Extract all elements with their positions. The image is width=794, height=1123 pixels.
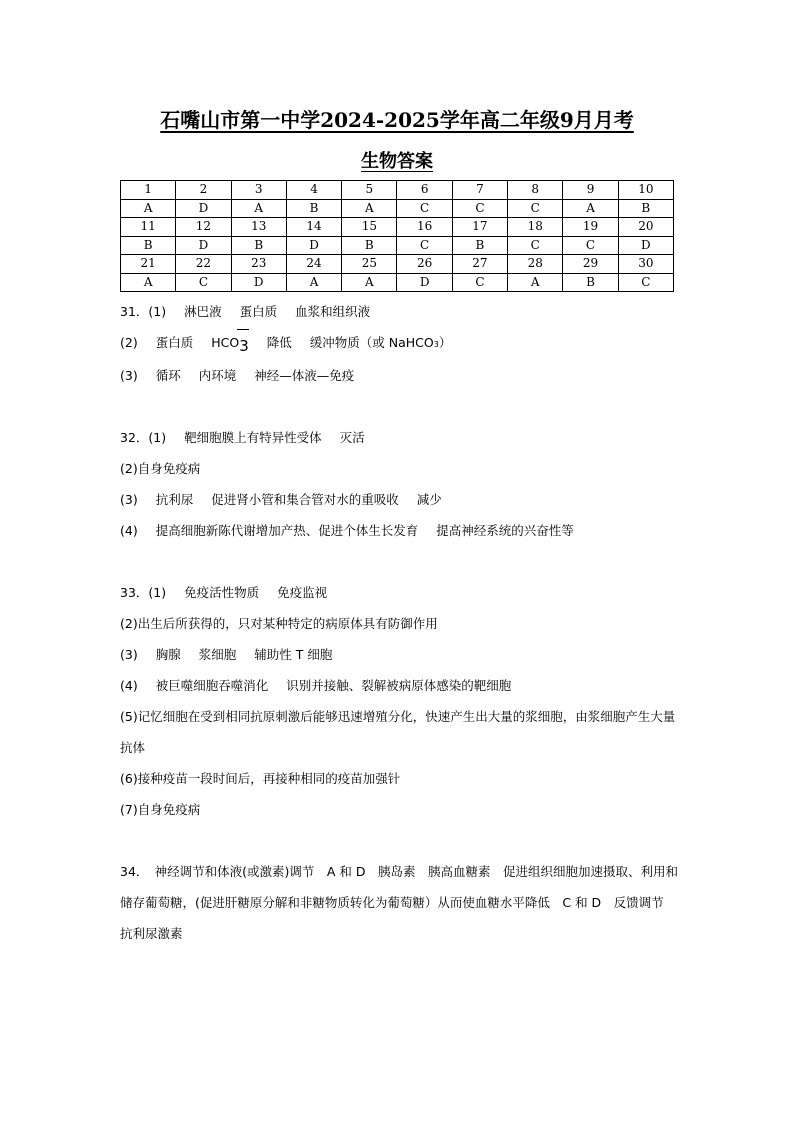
question-number-row (121, 181, 674, 200)
question-number-cell: 3 (231, 181, 286, 200)
answer-row (121, 236, 674, 255)
question-number-cell: 7 (452, 181, 507, 200)
question-number-cell: 14 (286, 218, 341, 237)
question-number-cell: 5 (342, 181, 397, 200)
question-number-cell: 17 (452, 218, 507, 237)
q31-line-3: (3) 循环 内环境 神经—体液—免疫 (120, 368, 355, 383)
question-number-cell: 8 (508, 181, 563, 200)
question-number-cell: 24 (286, 255, 341, 274)
answer-cell: D (286, 236, 341, 255)
question-number-cell: 2 (176, 181, 231, 200)
question-number-cell: 29 (563, 255, 618, 274)
q31-line-1: 31．(1) 淋巴液 蛋白质 血浆和组织液 (120, 304, 371, 319)
page-subtitle: 生物答案 (361, 151, 433, 172)
question-number-cell: 6 (397, 181, 452, 200)
q33-line-1: 33．(1) 免疫活性物质 免疫监视 (120, 585, 328, 600)
answer-cell: D (231, 273, 286, 292)
answer-cell: C (508, 236, 563, 255)
q33-line-7: (7)自身免疫病 (120, 802, 201, 817)
q31-line-2: (2) 蛋白质 HCO3 降低 缓冲物质（或 NaHCO3） (120, 327, 680, 360)
answer-row (121, 273, 674, 292)
answer-cell: D (397, 273, 452, 292)
q33-line-3: (3) 胸腺 浆细胞 辅助性 T 细胞 (120, 647, 333, 662)
answer-cell: A (563, 199, 618, 218)
answer-cell: A (286, 273, 341, 292)
question-number-cell: 28 (508, 255, 563, 274)
question-number-cell: 23 (231, 255, 286, 274)
answer-cell: C (452, 199, 507, 218)
answer-cell: A (342, 273, 397, 292)
answer-cell: B (563, 273, 618, 292)
answer-cell: B (342, 236, 397, 255)
answer-cell: D (176, 236, 231, 255)
q33-line-2: (2)出生后所获得的，只对某种特定的病原体具有防御作用 (120, 616, 438, 631)
answer-table (120, 180, 674, 292)
answer-cell: D (176, 199, 231, 218)
question-number-cell: 11 (121, 218, 176, 237)
question-number-cell: 21 (121, 255, 176, 274)
question-number-cell: 13 (231, 218, 286, 237)
question-number-cell: 25 (342, 255, 397, 274)
answer-cell: A (231, 199, 286, 218)
q32-line-2: (2)自身免疫病 (120, 461, 201, 476)
q32-line-3: (3) 抗利尿 促进肾小管和集合管对水的重吸收 减少 (120, 492, 442, 507)
question-number-cell: 27 (452, 255, 507, 274)
question-number-cell: 9 (563, 181, 618, 200)
answer-cell: C (563, 236, 618, 255)
answers-section (120, 296, 680, 949)
answer-cell: C (176, 273, 231, 292)
answer-cell: B (231, 236, 286, 255)
question-number-cell: 26 (397, 255, 452, 274)
question-number-cell: 20 (618, 218, 673, 237)
question-number-cell: 1 (121, 181, 176, 200)
q32-line-4: (4) 提高细胞新陈代谢增加产热、促进个体生长发育 提高神经系统的兴奋性等 (120, 523, 574, 538)
answer-cell: C (618, 273, 673, 292)
question-number-cell: 4 (286, 181, 341, 200)
answer-cell: D (618, 236, 673, 255)
answer-cell: C (508, 199, 563, 218)
answer-cell: C (397, 236, 452, 255)
answer-cell: A (121, 273, 176, 292)
q32-line-1: 32．(1) 靶细胞膜上有特异性受体 灭活 (120, 430, 365, 445)
question-number-row (121, 255, 674, 274)
question-number-cell: 15 (342, 218, 397, 237)
question-number-cell: 22 (176, 255, 231, 274)
question-number-cell: 19 (563, 218, 618, 237)
q33-line-6: (6)接种疫苗一段时间后，再接种相同的疫苗加强针 (120, 771, 401, 786)
answer-cell: B (452, 236, 507, 255)
answer-cell: A (121, 199, 176, 218)
answer-cell: B (286, 199, 341, 218)
bicarbonate-ion: HCO3 (211, 327, 249, 358)
q34-answer: 34． 神经调节和体液(或激素)调节 A 和 D 胰岛素 胰高血糖素 促进组织细胞加速摄取、利用和储存葡萄糖，(促进肝糖原分解和非糖物质转化为葡萄糖）从而使血糖水平降低 C 和 D 反馈调节 抗利尿激素 (120, 864, 679, 941)
question-number-cell: 10 (618, 181, 673, 200)
question-number-cell: 18 (508, 218, 563, 237)
answer-cell: B (121, 236, 176, 255)
answer-cell: C (397, 199, 452, 218)
answer-cell: A (508, 273, 563, 292)
answer-cell: C (452, 273, 507, 292)
question-number-cell: 12 (176, 218, 231, 237)
question-number-cell: 30 (618, 255, 673, 274)
q33-line-5: (5)记忆细胞在受到相同抗原刺激后能够迅速增殖分化，快速产生出大量的浆细胞，由浆细胞产生大量抗体 (120, 709, 676, 755)
answer-cell: B (618, 199, 673, 218)
page-title: 石嘴山市第一中学2024-2025学年高二年级9月月考 (160, 108, 634, 132)
answer-row (121, 199, 674, 218)
question-number-cell: 16 (397, 218, 452, 237)
question-number-row (121, 218, 674, 237)
answer-cell: A (342, 199, 397, 218)
q33-line-4: (4) 被巨噬细胞吞噬消化 识别并接触、裂解被病原体感染的靶细胞 (120, 678, 512, 693)
